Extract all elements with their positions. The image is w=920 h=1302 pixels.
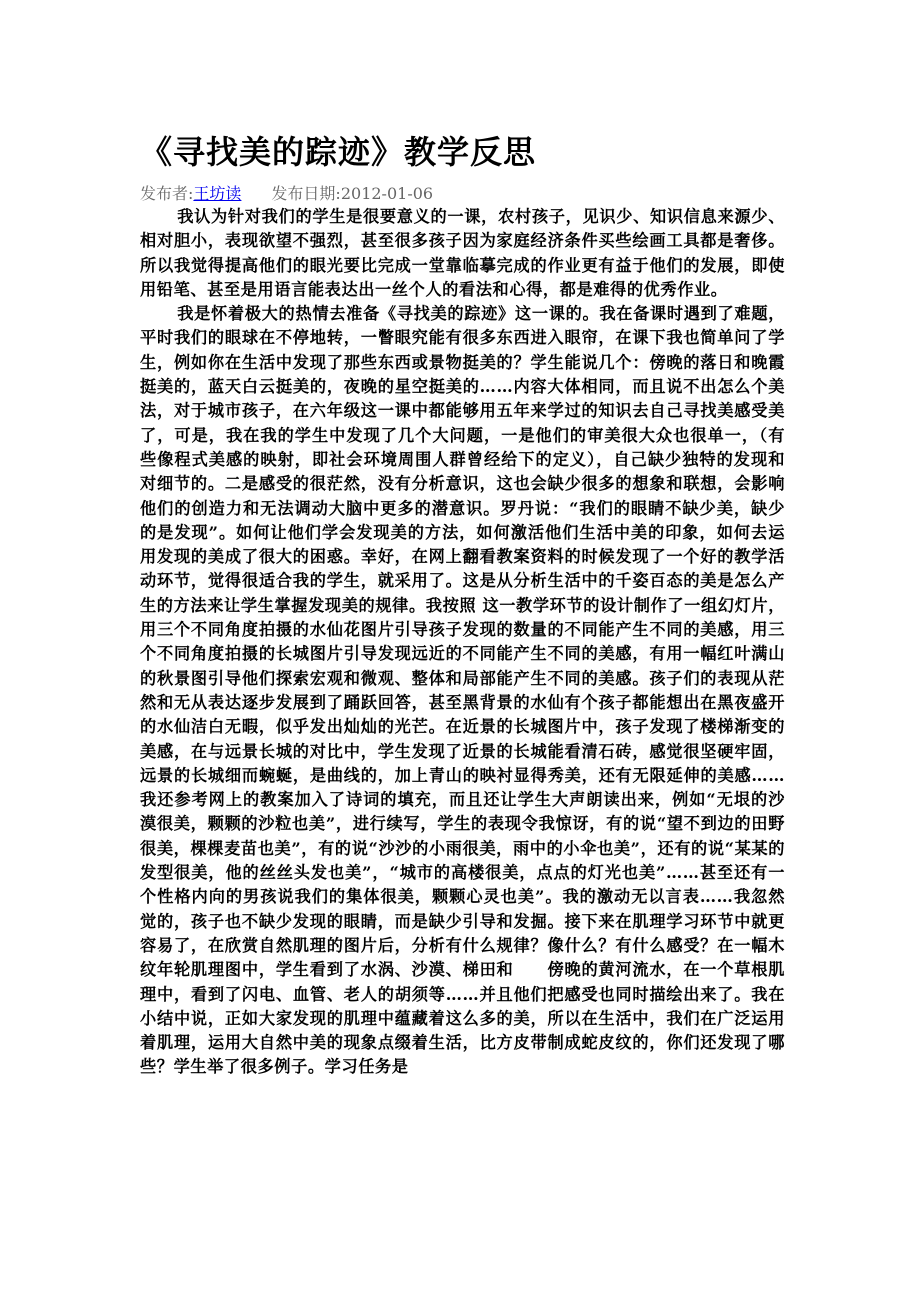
page-title: 《寻找美的踪迹》教学反思 — [140, 133, 537, 171]
publisher-link[interactable]: 王坊读 — [193, 184, 242, 203]
paragraph-2: 我是怀着极大的热情去准备《寻找美的踪迹》这一课的。我在备课时遇到了难题，平时我们的眼球在不停地转，一瞥眼究能有很多东西进入眼帘，在课下我也简单问了学生，例如你在生活中发现了那些东西或景物挺美的？学生能说几个：傍晚的落日和晚霞挺美的，蓝天白云挺美的，夜晚的星空挺美的……内容大体相同，而且说不出怎么个美法，对于城市孩子，在六年级这一课中都能够用五年来学过的知识去自己寻找美感受美了，可是，我在我的学生中发现了几个大问题，一是他们的审美很大众也很单一，（有些像程式美感的映射，即社会环境周围人群曾经给下的定义），自己缺少独特的发现和对细节的。二是感受的很茫然，没有分析意识，这也会缺少很多的想象和联想，会影响他们的创造力和无法调动大脑中更多的潜意识。罗丹说：“我们的眼睛不缺少美，缺少的是发现”。如何让他们学会发现美的方法，如何激活他们生活中美的印象，如何去运用发现的美成了很大的困惑。幸好，在网上翻看教案资料的时候发现了一个好的教学活动环节，觉得很适合我的学生，就采用了。这是从分析生活中的千姿百态的美是怎么产生的方法来让学生掌握发现美的规律。我按照 这一教学环节的设计制作了一组幻灯片，用三个不同角度拍摄的水仙花图片引导孩子发现的数量的不同能产生不同的美感，用三个不同角度拍摄的长城图片引导发现远近的不同能产生不同的美感，有用一幅红叶满山的秋景图引导他们探索宏观和微观、整体和局部能产生不同的美感。孩子们的表现从茫然和无从表达逐步发展到了踊跃回答，甚至黑背景的水仙有个孩子都能想出在黑夜盛开的水仙洁白无暇，似乎发出灿灿的光芒。在近景的长城图片中，孩子发现了楼梯渐变的美感，在与远景长城的对比中，学生发现了近景的长城能看清石砖，感觉很坚硬牢固，远景的长城细而蜿蜒，是曲线的，加上青山的映衬显得秀美，还有无限延伸的美感……我还参考网上的教案加入了诗词的填充，而且还让学生大声朗读出来，例如“无垠的沙漠很美，颗颗的沙粒也美”，进行续写，学生的表现令我惊讶，有的说“望不到边的田野很美，棵棵麦苗也美”，有的说“沙沙的小雨很美，雨中的小伞也美”，还有的说“某某的发型很美，他的丝丝头发也美”，“城市的高楼很美，点点的灯光也美”……甚至还有一个性格内向的男孩说我们的集体很美，颗颗心灵也美”。我的激动无以言表……我忽然觉的，孩子也不缺少发现的眼睛，而是缺少引导和发掘。接下来在肌理学习环节中就更容易了，在欣赏自然肌理的图片后，分析有什么规律？像什么？有什么感受？在一幅木纹年轮肌理图中，学生看到了水涡、沙漠、梯田和 傍晚的黄河流水，在一个草根肌理中，看到了闪电、血管、老人的胡须等……并且他们把感受也同时描绘出来了。我在小结中说，正如大家发现的肌理中蕴藏着这么多的美，所以在生活中，我们在广泛运用着肌理，运用大自然中美的现象点缀着生活，比方皮带制成蛇皮纹的，你们还发现了哪些？学生举了很多例子。学习任务是 — [140, 304, 785, 1077]
publisher-label: 发布者: — [140, 184, 194, 203]
paragraph-1: 我认为针对我们的学生是很要意义的一课，农村孩子，见识少、知识信息来源少、相对胆小，表现欲望不强烈，甚至很多孩子因为家庭经济条件买些绘画工具都是奢侈。所以我觉得提高他们的眼光要比完成一堂靠临摹完成的作业更有益于他们的发展，即使用铅笔、甚至是用语言能表达出一丝个人的看法和心得，都是难得的优秀作业。 — [140, 207, 785, 299]
article-body — [140, 205, 785, 1080]
date-value: 2012-01-06 — [340, 184, 434, 203]
article-meta — [140, 183, 433, 205]
date-label: 发布日期: — [271, 184, 341, 203]
